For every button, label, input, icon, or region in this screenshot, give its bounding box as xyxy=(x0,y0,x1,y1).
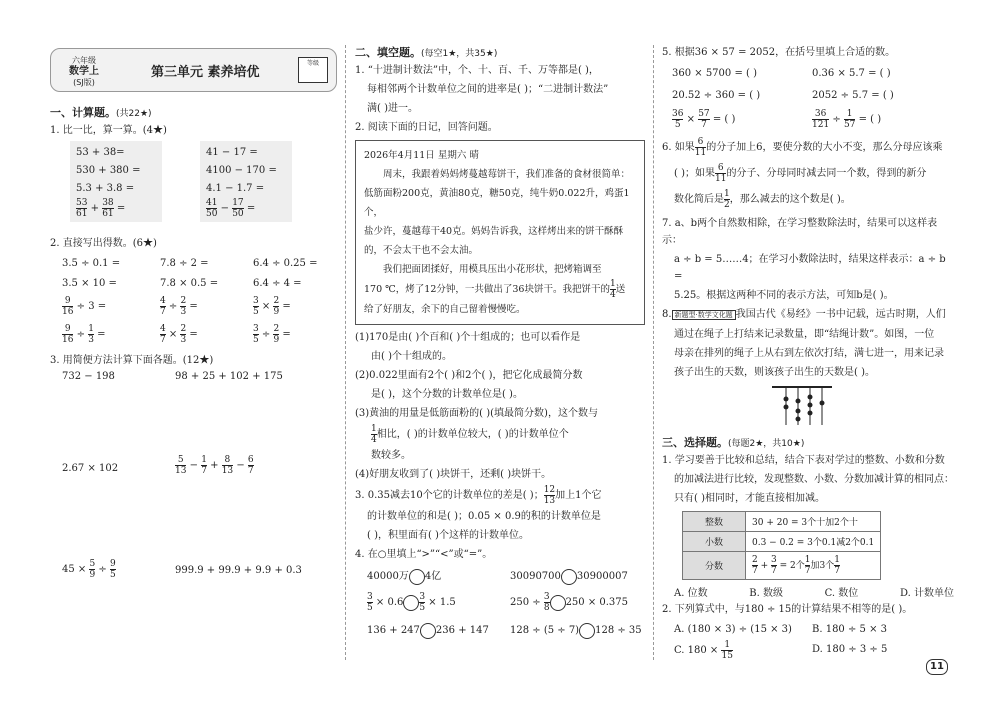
question-text: 4. 在○里填上“>”“<”或“=”。 xyxy=(355,549,493,560)
answer-circle[interactable] xyxy=(420,623,436,639)
question-text: 5.25。根据这两种不同的表示方法，可知b是( )。 xyxy=(674,290,894,301)
sub-question: (2)0.022里面有2个( )和2个( )，把它化成最简分数 xyxy=(355,370,583,381)
option[interactable]: A. 位数 xyxy=(674,588,708,599)
simplify-calc xyxy=(50,371,335,611)
diary-line: 盐少许，蔓越莓干40克。妈妈告诉我，这样烤出来的饼干酥酥 xyxy=(364,226,624,237)
unit-title: 第三单元 素养培优 xyxy=(151,65,260,80)
question-text: 3. 0.35减去10个它的计数单位的差是( )； $\frac{12}{13}$ 加上1个它 xyxy=(355,485,602,506)
expr: $\frac{3}{5}$ ÷ $\frac{2}{9}$ = xyxy=(253,324,291,345)
question-text: 1. 学习要善于比较和总结，结合下表对学过的整数、小数和分数 xyxy=(662,455,945,466)
question-text: 7. a、b两个自然数相除，在学习整数除法时，结果可以这样表示： xyxy=(662,218,938,246)
sub-question: 是( )，这个分数的计数单位是( )。 xyxy=(371,389,523,400)
expr: 999.9 + 99.9 + 9.9 + 0.3 xyxy=(175,565,302,576)
answer-circle[interactable] xyxy=(403,595,419,611)
q5-items: 360 × 5700 = ( ) 0.36 × 5.7 = ( ) 20.52 ÷ 360 = ( ) 2052 ÷ 5.7 = ( ) $\frac{36}{5}$ × $\frac{57}{7}$ = ( ) $\frac{36}{121}$ ÷ $\frac{1}{57}$ = ( ) xyxy=(672,68,894,130)
question-text: 孩子出生的天数，则该孩子出生的天数是( )。 xyxy=(674,367,875,378)
answer-circle[interactable] xyxy=(550,595,566,611)
section-points: (共22★) xyxy=(116,109,152,119)
answer-circle[interactable] xyxy=(409,569,425,585)
expr: 732 − 198 xyxy=(62,371,115,382)
expr: 4100 − 170 = xyxy=(206,165,277,176)
option[interactable]: B. 数级 xyxy=(749,588,783,599)
diary-line: 周末，我跟着妈妈烤蔓越莓饼干，我们准备的食材很简单： xyxy=(383,169,631,180)
expr: 45 × $\frac{5}{9}$ ÷ $\frac{9}{5}$ xyxy=(62,559,116,580)
section-points: (每题2★，共10★) xyxy=(728,439,805,449)
expr: $\frac{9}{16}$ ÷ 3 = xyxy=(62,296,107,317)
question-text: 1. “十进制计数法”中，个、十、百、千、万等都是( )， xyxy=(355,65,599,76)
diary-box xyxy=(355,140,645,325)
grid-add xyxy=(70,141,162,222)
expr: 2.67 × 102 xyxy=(62,463,119,474)
grade-text: 六年级 xyxy=(72,56,96,65)
diary-line: 我们把面团揉好，用模具压出小花形状，把烤箱调至 xyxy=(383,264,602,275)
question-3: 3. 用简便方法计算下面各题。(12★) xyxy=(50,355,214,366)
sub-question: (1)170是由( )个百和( )个十组成的；也可以看作是 xyxy=(355,332,581,343)
diary-line: 的，不会太干也不会太油。 xyxy=(364,245,479,256)
expr: 5.3 + 3.8 = xyxy=(76,183,135,194)
expr: 98 + 25 + 102 + 175 xyxy=(175,371,283,382)
compare-items: 40000万 4亿 30090700 30900007 $\frac{3}{5}$ × 0.6 $\frac{3}{5}$ × 1.5 250 ÷ $\frac{3}{8}$ 250 × 0.375 136 + 247 236 + 147 128 ÷ (5 ÷ 7) 128 ÷ 35 xyxy=(355,565,645,645)
question-text: 母亲在排列的绳子上从右到左依次打结，满七进一，用来记录 xyxy=(674,348,944,359)
option[interactable]: D. 180 ÷ 3 ÷ 5 xyxy=(812,644,888,655)
option[interactable]: C. 180 × $\frac{1}{15}$ xyxy=(674,640,733,661)
question-text: a ÷ b = 5……4；在学习小数除法时，结果这样表示：a ÷ b = xyxy=(674,254,946,282)
section-title xyxy=(50,104,335,120)
expr: $\frac{4}{7}$ × $\frac{2}{3}$ = xyxy=(160,324,198,345)
question-text: 2. 下列算式中，与180 ÷ 15的计算结果不相等的是( )。 xyxy=(662,604,913,615)
expr: $\frac{4}{7}$ ÷ $\frac{2}{3}$ = xyxy=(160,296,198,317)
edition-text: (SJ版) xyxy=(73,78,95,87)
section-title-text: 一、计算题。 xyxy=(50,106,116,119)
grid-sub xyxy=(200,141,292,222)
sub-question: 由( )个十组成的。 xyxy=(371,351,452,362)
expr: 6.4 ÷ 4 = xyxy=(253,278,302,289)
diary-date: 2026年4月11日 星期六 晴 xyxy=(364,150,479,161)
question-text: ( )，积里面有( )个这样的计数单位。 xyxy=(367,530,529,541)
option[interactable]: D. 计数单位 xyxy=(899,588,954,599)
question-6: 6. 如果 $\frac{6}{11}$ 的分子加上6，要使分数的大小不变，那么分母应该乘 ( )；如果 $\frac{6}{11}$ 的分子、分母同时减去同一个数，得到的新分 数化简后是 $\frac{1}{2}$ ，那么减去的这个数是( )。 xyxy=(662,137,943,210)
section-title-text: 三、选择题。 xyxy=(662,436,728,449)
expr: 7.8 × 0.5 = xyxy=(160,278,219,289)
expr: 7.8 ÷ 2 = xyxy=(160,258,209,269)
diary-line: 低筋面粉200克，黄油80克，糖50克，纯牛奶0.022升，鸡蛋1个， xyxy=(364,188,630,218)
diary-line: 给了好朋友，余下的自己留着慢慢吃。 xyxy=(364,304,526,315)
question-text: 只有( )相同时，才能直接相加减。 xyxy=(674,493,825,504)
question-8: 8. 新题型·数学文化题 我国古代《易经》一书中记载，远古时期，人们 xyxy=(662,309,946,320)
section-fill xyxy=(355,40,645,645)
frac-expr: $\frac{53}{61}$ + $\frac{38}{61}$ = xyxy=(76,198,126,219)
sub-question: $\frac{1}{4}$ 相比，( )的计数单位较大，( )的计数单位个 xyxy=(371,424,569,445)
column-divider xyxy=(345,45,346,660)
expr: 3.5 × 10 = xyxy=(62,278,117,289)
sub-question: 数较多。 xyxy=(371,450,411,461)
sub-question: (3)黄油的用量是低筋面粉的( )(填最简分数)，这个数与 xyxy=(355,408,598,419)
choice-options xyxy=(662,584,954,599)
expr: 6.4 ÷ 0.25 = xyxy=(253,258,318,269)
knot-rope-figure xyxy=(772,383,832,427)
answer-circle[interactable] xyxy=(561,569,577,585)
column-3 xyxy=(662,40,954,660)
new-type-tag: 新题型·数学文化题 xyxy=(672,310,736,320)
direct-calc xyxy=(50,254,335,350)
expr: 4.1 − 1.7 = xyxy=(206,183,265,194)
comparison-table: 整数 30 + 20 = 3个十加2个十 小数 0.3 − 0.2 = 3个0.1减2个0.1 分数 $\frac{2}{7}$ + $\frac{3}{7}$ = 2个 $\frac{1}{7}$ 加3个 $\frac{1}{7}$ xyxy=(682,511,881,580)
answer-circle[interactable] xyxy=(579,623,595,639)
diary-line: 170 ℃，烤了12分钟，一共做出了36块饼干。我把饼干的 $\frac{1}{4}$ 送 xyxy=(364,279,626,300)
column-divider xyxy=(653,45,654,660)
subject-text: 数学上 xyxy=(69,66,99,77)
unit-header xyxy=(50,48,337,92)
question-1: 1. 比一比，算一算。(4★) xyxy=(50,125,167,136)
expr: $\frac{3}{5}$ × $\frac{2}{9}$ = xyxy=(253,296,291,317)
question-text: 的计数单位的和是( )；0.05 × 0.9的积的计数单位是 xyxy=(367,511,601,522)
grade-badge xyxy=(59,55,109,88)
question-text: 通过在绳子上打结来记录数量，即“结绳计数”。如图，一位 xyxy=(674,329,935,340)
compare-grids xyxy=(50,141,335,233)
section-points: (每空1★，共35★) xyxy=(421,49,498,59)
page-number: 11 xyxy=(926,659,948,675)
section-calc xyxy=(50,100,335,611)
question-text: 5. 根据36 × 57 = 2052，在括号里填上合适的数。 xyxy=(662,47,896,58)
expr: 3.5 ÷ 0.1 = xyxy=(62,258,121,269)
option[interactable]: C. 数位 xyxy=(824,588,859,599)
choice-options xyxy=(662,620,954,660)
frac-expr: $\frac{41}{50}$ − $\frac{17}{50}$ = xyxy=(206,198,256,219)
level-label: 等级 xyxy=(306,60,319,67)
expr: $\frac{9}{16}$ ÷ $\frac{1}{3}$ = xyxy=(62,324,106,345)
option[interactable]: B. 180 ÷ 5 × 3 xyxy=(812,624,887,635)
sub-question: (4)好朋友收到了( )块饼干，还剩( )块饼干。 xyxy=(355,469,552,480)
question-text: 满( )进一。 xyxy=(367,103,418,114)
question-text: 每相邻两个计数单位之间的进率是( )；“二进制计数法” xyxy=(367,84,609,95)
expr: $\frac{5}{13}$ − $\frac{1}{7}$ + $\frac{8}{13}$ − $\frac{6}{7}$ xyxy=(175,455,254,476)
question-2: 2. 直接写出得数。(6★) xyxy=(50,238,157,249)
section-title-text: 二、填空题。 xyxy=(355,46,421,59)
question-text: 的加减法进行比较，发现整数、小数、分数加减计算的相同点： xyxy=(674,474,954,485)
expr: 41 − 17 = xyxy=(206,147,258,158)
level-box xyxy=(298,57,328,83)
question-text: 2. 阅读下面的日记，回答问题。 xyxy=(355,122,498,133)
option[interactable]: A. (180 × 3) ÷ (15 × 3) xyxy=(674,624,792,635)
expr: 530 + 380 = xyxy=(76,165,141,176)
expr: 53 + 38= xyxy=(76,147,125,158)
